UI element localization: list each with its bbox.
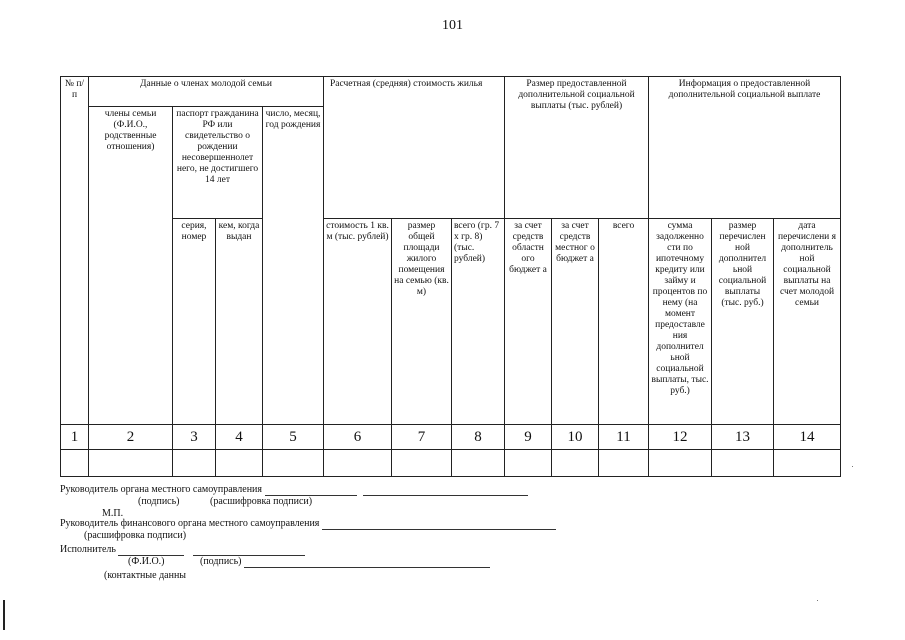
head-finance-label: Руководитель финансового органа местного самоуправления xyxy=(60,518,320,529)
sign-caption-2-line xyxy=(200,556,490,568)
header-payment-info: Информация о предоставленной дополнительной социальной выплате xyxy=(649,77,841,219)
scan-speck xyxy=(852,466,853,467)
header-birth-date: число, месяц, год рождения xyxy=(263,107,324,425)
column-number: 4 xyxy=(216,425,263,450)
header-total-cost: всего (гр. 7 х гр. 8) (тыс. рублей) xyxy=(452,219,505,425)
header-mortgage-debt: сумма задолженно сти по ипотечному кредиту или займу и процентов по нему (на момент предоставле ния дополнител ьной социальной выплаты, тыс. руб.) xyxy=(649,219,712,425)
family-data-table xyxy=(60,76,841,477)
table-cell xyxy=(599,450,649,477)
signature-underline xyxy=(193,545,305,556)
contacts-caption: (контактные данны xyxy=(104,570,187,581)
column-number: 3 xyxy=(173,425,216,450)
sign-caption-2: (подпись) xyxy=(200,556,242,567)
head-local-label: Руководитель органа местного самоуправления xyxy=(60,484,262,495)
header-local-budget: за счет средств местног о бюджет а xyxy=(552,219,599,425)
scan-speck xyxy=(817,600,818,601)
decode-caption: (расшифровка подписи) xyxy=(210,496,313,507)
header-transfer-size: размер перечислен ной дополнител ьной социальной выплаты (тыс. руб.) xyxy=(712,219,774,425)
header-transfer-date: дата перечислени я дополнитель ной социальной выплаты на счет молодой семьи xyxy=(774,219,841,425)
header-living-area: размер общей площади жилого помещения на семью (кв. м) xyxy=(392,219,452,425)
column-number: 13 xyxy=(712,425,774,450)
header-family-data: Данные о членах молодой семьи xyxy=(89,77,324,107)
table-cell xyxy=(392,450,452,477)
column-number: 9 xyxy=(505,425,552,450)
column-number: 12 xyxy=(649,425,712,450)
table-cell xyxy=(774,450,841,477)
header-num: № п/п xyxy=(61,77,89,425)
column-number: 14 xyxy=(774,425,841,450)
table-cell xyxy=(505,450,552,477)
header-housing-cost: Расчетная (средняя) стоимость жилья xyxy=(324,77,505,219)
table-cell xyxy=(649,450,712,477)
executor-line xyxy=(60,544,305,556)
signature-underline xyxy=(118,545,184,556)
column-number: 2 xyxy=(89,425,173,450)
page-number: 101 xyxy=(442,18,463,33)
table-cell xyxy=(712,450,774,477)
head-finance-line xyxy=(60,518,556,530)
column-number: 10 xyxy=(552,425,599,450)
table-cell xyxy=(61,450,89,477)
table-cell xyxy=(173,450,216,477)
header-issued-by: кем, когда выдан xyxy=(216,219,263,425)
sign-caption: (подпись) xyxy=(138,496,180,507)
stamp-label: М.П. xyxy=(102,508,124,519)
signature-underline xyxy=(322,519,556,530)
table-cell xyxy=(216,450,263,477)
table-cell xyxy=(89,450,173,477)
table-cell xyxy=(324,450,392,477)
signature-underline xyxy=(265,485,357,496)
table-cell xyxy=(263,450,324,477)
column-number: 11 xyxy=(599,425,649,450)
column-number: 7 xyxy=(392,425,452,450)
column-number: 5 xyxy=(263,425,324,450)
column-number: 8 xyxy=(452,425,505,450)
header-passport: паспорт гражданина РФ или свидетельство о рождении несовершеннолет него, не достигшего 14 лет xyxy=(173,107,263,219)
decode-caption-2: (расшифровка подписи) xyxy=(84,530,187,541)
header-family-members: члены семьи (Ф.И.О., родственные отношения) xyxy=(89,107,173,425)
column-number: 6 xyxy=(324,425,392,450)
head-local-line xyxy=(60,484,528,496)
header-total: всего xyxy=(599,219,649,425)
scan-margin-mark xyxy=(3,600,5,630)
header-regional-budget: за счет средств областн ого бюджет а xyxy=(505,219,552,425)
column-number-row xyxy=(61,425,841,450)
table-cell xyxy=(552,450,599,477)
fio-caption: (Ф.И.О.) xyxy=(128,556,165,567)
signature-underline xyxy=(244,557,490,568)
executor-label: Исполнитель xyxy=(60,544,116,555)
column-number: 1 xyxy=(61,425,89,450)
table-cell xyxy=(452,450,505,477)
header-series-number: серия, номер xyxy=(173,219,216,425)
header-cost-per-sqm: стоимость 1 кв. м (тыс. рублей) xyxy=(324,219,392,425)
signature-underline xyxy=(363,485,528,496)
empty-data-row xyxy=(61,450,841,477)
header-payment-size: Размер предоставленной дополнительной социальной выплаты (тыс. рублей) xyxy=(505,77,649,219)
